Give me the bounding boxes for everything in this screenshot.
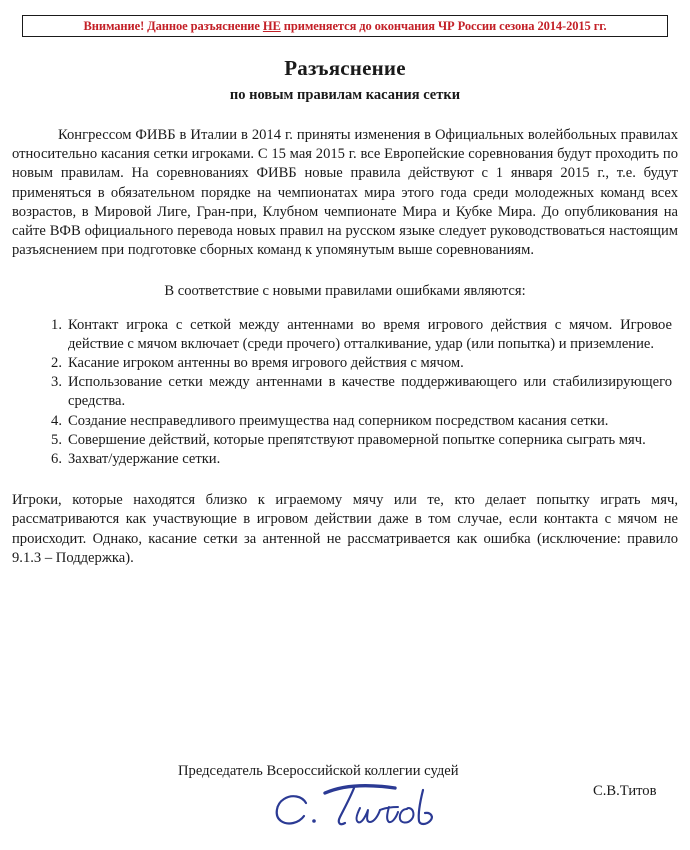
signatory-title: Председатель Всероссийской коллегии судей [178,763,459,779]
title-block [0,56,690,104]
document-body [12,126,678,568]
list-item: Использование сетки между антеннами в качестве поддерживающего или стабилизирующего средства. [68,374,672,410]
warning-prefix: Внимание! Данное разъяснение [83,18,263,33]
list-item: Касание игроком антенны во время игрового действия с мячом. [68,355,464,372]
list-item: Захват/удержание сетки. [68,451,221,468]
closing-paragraph: Игроки, которые находятся близко к играемому мячу или те, кто делает попытку играть мяч, рассматриваются как участвующие в игровом действии даже в том случае, если контакта с мячом не происходит. Однако, касание сетки за антенной не рассматривается как ошибка (исключение: правило 9.1.3 – Поддержка). [12,492,678,566]
signature-mark [268,776,488,836]
signature-block [0,762,690,842]
warning-banner [22,15,668,37]
warning-banner-text [84,20,607,33]
list-item: Создание несправедливого преимущества над соперником посредством касания сетки. [68,412,609,429]
warning-suffix: применяется до окончания ЧР России сезона 2014-2015 гг. [280,18,607,33]
warning-emphasis: НЕ [262,18,281,33]
document-title: Разъяснение [284,56,406,80]
signatory-name: С.В.Титов [593,783,657,799]
list-item: Контакт игрока с сеткой между антеннами во время игрового действия с мячом. Игровое действие с мячом включает (среди прочего) отталкивание, удар (или попытка) и приземление. [68,316,672,352]
rules-list [12,316,678,470]
intro-paragraph: Конгрессом ФИВБ в Италии в 2014 г. приняты изменения в Официальных волейбольных правилах относительно касания сетки игроками. С 15 мая 2015 г. все Европейские соревнования будут проходить по новым правилам. На соревнованиях ФИВБ новые правила действуют с 1 января 2015 г., т.е. будут применяться в обязательном порядке на чемпионатах мира этого года среди молодежных команд всех возрастов, в Мировой Лиге, Гран-при, Клубном чемпионате Мира и Кубке Мира. До опубликования на сайте ВФВ официального перевода новых правил на русском языке следует руководствоваться настоящим разъяснением при подготовке сборных команд к упомянутым выше соревнованиям. [12,127,678,259]
document-subtitle: по новым правилам касания сетки [229,87,461,104]
list-item: Совершение действий, которые препятствуют правомерной попытке соперника сыграть мяч. [68,431,646,448]
rules-lead-in: В соответствие с новыми правилами ошибками являются: [164,283,526,300]
